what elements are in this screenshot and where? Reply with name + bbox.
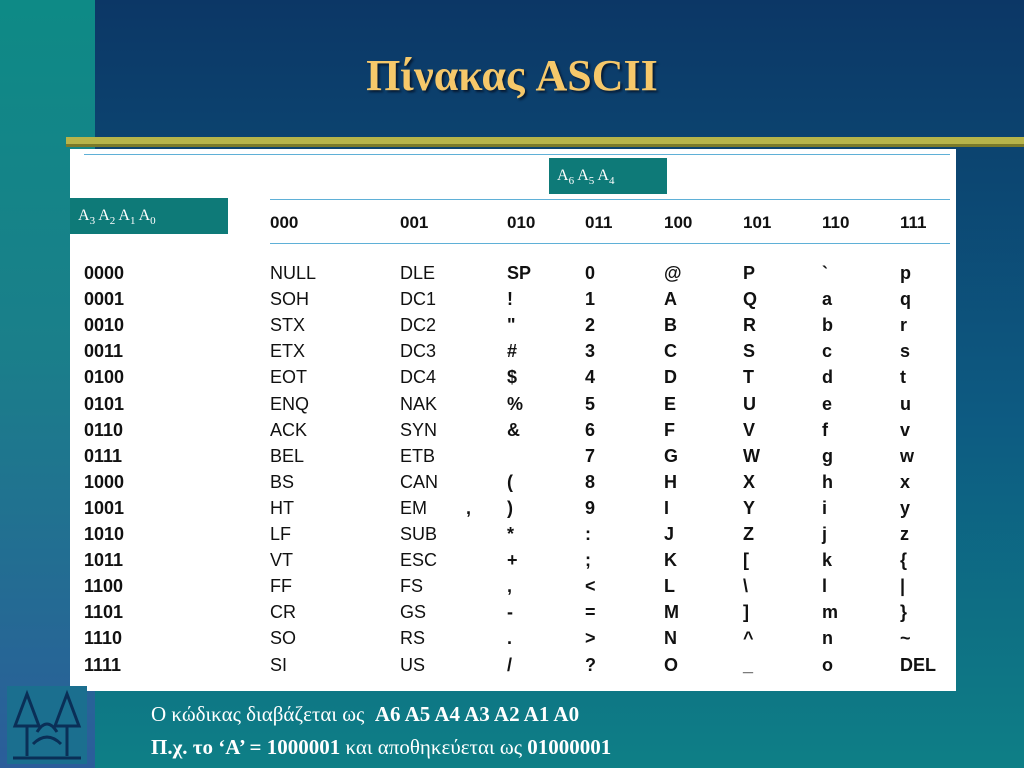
row-code: 0011 [84, 341, 124, 361]
table-cell: \ [743, 576, 749, 596]
table-cell: NULL [270, 263, 317, 283]
table-cell: FF [270, 576, 292, 596]
table-cell: 6 [585, 420, 596, 440]
table-cell: SOH [270, 289, 310, 309]
table-cell: ETB [400, 446, 436, 466]
table-cell: ( [507, 472, 513, 492]
table-cell: [ [743, 550, 749, 570]
table-cell: O [664, 655, 679, 675]
row-code: 0101 [84, 394, 125, 414]
table-cell: n [822, 628, 833, 648]
table-cell: ENQ [270, 394, 310, 414]
table-cell: ) [507, 498, 513, 518]
table-cell: u [900, 394, 911, 414]
table-cell: S [743, 341, 756, 361]
row-code: 0110 [84, 420, 124, 440]
table-cell: US [400, 655, 426, 675]
table-cell: GS [400, 602, 427, 622]
table-cell: 4 [585, 367, 596, 387]
table-cell: 2 [585, 315, 596, 335]
table-cell: DLE [400, 263, 436, 283]
table-cell: N [664, 628, 677, 648]
row-code: 1110 [84, 628, 123, 648]
table-cell: E [664, 394, 677, 414]
table-cell: F [664, 420, 675, 440]
high-bits-label: $A_6$ $A_5$ $A_4$ [549, 158, 667, 194]
table-cell: ] [743, 602, 749, 622]
table-cell: V [743, 420, 756, 440]
table-cell: > [585, 628, 596, 648]
table-cell: q [900, 289, 911, 309]
table-cell: ! [507, 289, 513, 309]
column-header: 101 [743, 213, 772, 232]
table-cell: - [507, 602, 513, 622]
header-top-line [270, 199, 950, 200]
university-logo [7, 686, 87, 764]
row-code: 1001 [84, 498, 125, 518]
header-bottom-line [270, 243, 950, 244]
slide-title: Πίνακας ASCII [366, 51, 658, 100]
table-cell: y [900, 498, 911, 518]
table-cell: b [822, 315, 833, 335]
table-cell: x [900, 472, 911, 492]
table-cell: DC1 [400, 289, 437, 309]
table-cell: SO [270, 628, 297, 648]
table-cell: B [664, 315, 677, 335]
table-cell: 1 [585, 289, 596, 309]
table-cell: _ [743, 655, 754, 675]
column-header: 001 [400, 213, 429, 232]
table-cell: , [507, 576, 513, 596]
table-cell: DEL [900, 655, 936, 675]
reading-order-note: Ο κώδικας διαβάζεται ως A6 A5 A4 A3 A2 A1 A0 [151, 702, 580, 726]
table-cell: ; [585, 550, 591, 570]
column-header: 110 [822, 213, 850, 232]
table-cell: 5 [585, 394, 596, 414]
table-cell: U [743, 394, 756, 414]
row-code: 0100 [84, 367, 125, 387]
table-cell: : [585, 524, 591, 544]
table-cell: { [900, 550, 908, 570]
row-code: 1000 [84, 472, 125, 492]
table-cell: L [664, 576, 675, 596]
table-cell: z [900, 524, 909, 544]
table-cell: SYN [400, 420, 438, 440]
table-cell: ESC [400, 550, 438, 570]
table-cell: & [507, 420, 520, 440]
row-code: 0001 [84, 289, 125, 309]
table-cell: # [507, 341, 518, 361]
table-cell: | [900, 576, 906, 596]
table-cell: VT [270, 550, 294, 570]
table-cell: C [664, 341, 677, 361]
table-top-line [84, 154, 950, 155]
table-cell: l [822, 576, 828, 596]
table-cell: . [507, 628, 513, 648]
table-cell: K [664, 550, 677, 570]
table-cell: t [900, 367, 906, 387]
table-cell: j [822, 524, 828, 544]
table-cell: 0 [585, 263, 596, 283]
table-cell: + [507, 550, 518, 570]
table-cell: ? [585, 655, 596, 675]
row-code: 0000 [84, 263, 125, 283]
table-cell: HT [270, 498, 294, 518]
column-header: 011 [585, 213, 613, 232]
table-cell: % [507, 394, 524, 414]
table-cell: " [507, 315, 516, 335]
row-code: 1111 [84, 655, 122, 675]
table-cell: / [507, 655, 513, 675]
column-header: 111 [900, 213, 927, 232]
table-cell: EM [400, 498, 427, 518]
table-cell: $ [507, 367, 518, 387]
table-cell: EOT [270, 367, 308, 387]
column-header: 000 [270, 213, 299, 232]
table-cell: = [585, 602, 596, 622]
title-rule-shadow [66, 144, 1024, 147]
table-cell: h [822, 472, 833, 492]
table-cell: ^ [743, 628, 754, 648]
table-cell: v [900, 420, 911, 440]
table-cell: Q [743, 289, 758, 309]
table-cell: ACK [270, 420, 308, 440]
table-cell: w [900, 446, 915, 466]
row-code: 1101 [84, 602, 124, 622]
table-cell: 9 [585, 498, 596, 518]
table-cell: a [822, 289, 833, 309]
low-bits-label: $A_3$ $A_2$ $A_1$ $A_0$ [70, 198, 228, 234]
table-cell: 3 [585, 341, 596, 361]
table-cell: g [822, 446, 833, 466]
table-cell: 8 [585, 472, 596, 492]
table-cell: J [664, 524, 675, 544]
table-cell: W [743, 446, 760, 466]
table-cell: DC3 [400, 341, 437, 361]
table-cell: 7 [585, 446, 596, 466]
column-header: 100 [664, 213, 693, 232]
table-cell: o [822, 655, 833, 675]
table-cell: NAK [400, 394, 438, 414]
table-cell: LF [270, 524, 292, 544]
table-cell: M [664, 602, 679, 622]
stray-comma-mark: , [466, 498, 472, 518]
table-cell: s [900, 341, 911, 361]
column-header: 010 [507, 213, 536, 232]
table-cell: } [900, 602, 908, 622]
table-cell: SI [270, 655, 288, 675]
table-cell: f [822, 420, 828, 440]
table-cell: T [743, 367, 754, 387]
table-cell: RS [400, 628, 426, 648]
table-cell: H [664, 472, 677, 492]
table-cell: SP [507, 263, 532, 283]
row-code: 1011 [84, 550, 124, 570]
table-cell: BS [270, 472, 295, 492]
table-cell: R [743, 315, 756, 335]
table-cell: A [664, 289, 677, 309]
table-cell: P [743, 263, 756, 283]
table-cell: STX [270, 315, 306, 335]
table-cell: CR [270, 602, 296, 622]
row-code: 0111 [84, 446, 123, 466]
table-cell: ~ [900, 628, 911, 648]
table-cell: DC4 [400, 367, 437, 387]
table-cell: * [507, 524, 515, 544]
table-cell: D [664, 367, 677, 387]
row-code: 1100 [84, 576, 124, 596]
example-note: Π.χ. το ‘Α’ = 1000001 και αποθηκεύεται ως 01000001 [151, 735, 612, 759]
table-cell: e [822, 394, 833, 414]
table-cell: r [900, 315, 908, 335]
table-cell: FS [400, 576, 424, 596]
table-cell: p [900, 263, 911, 283]
title-rule [66, 137, 1024, 144]
table-cell: Z [743, 524, 754, 544]
table-cell: k [822, 550, 833, 570]
table-cell: X [743, 472, 756, 492]
table-cell: ` [822, 263, 828, 283]
table-cell: SUB [400, 524, 438, 544]
row-code: 1010 [84, 524, 125, 544]
table-cell: i [822, 498, 828, 518]
table-cell: BEL [270, 446, 305, 466]
table-cell: Y [743, 498, 756, 518]
row-code: 0010 [84, 315, 125, 335]
table-cell: I [664, 498, 670, 518]
table-cell: m [822, 602, 839, 622]
table-cell: d [822, 367, 833, 387]
table-cell: ETX [270, 341, 306, 361]
table-cell: DC2 [400, 315, 437, 335]
table-cell: c [822, 341, 833, 361]
table-cell: < [585, 576, 596, 596]
table-cell: @ [664, 263, 682, 283]
table-cell: CAN [400, 472, 439, 492]
table-cell: G [664, 446, 679, 466]
